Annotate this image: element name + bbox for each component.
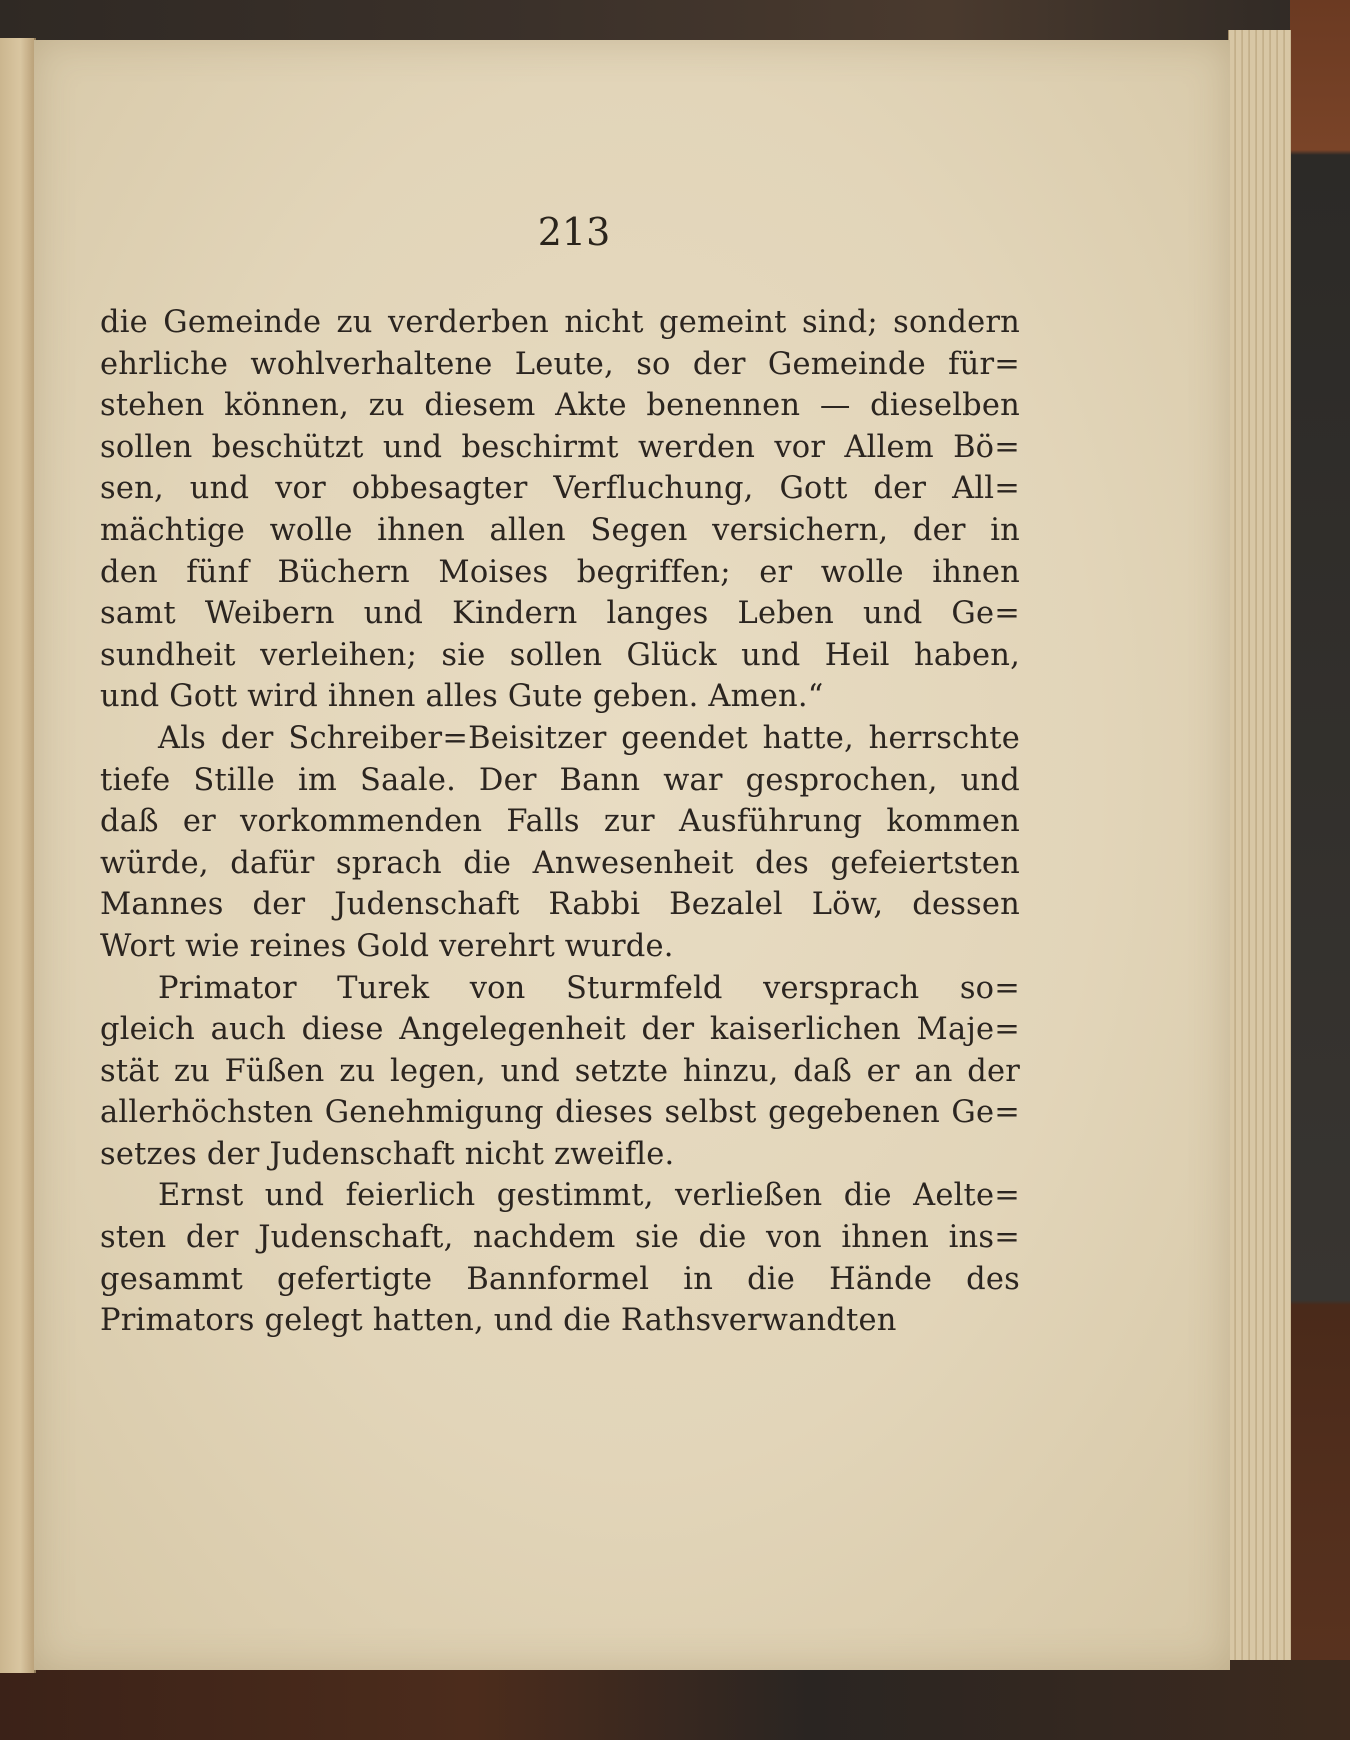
text-line: stehen können, zu diesem Akte benennen — dieselben [100, 388, 1020, 424]
body-text [100, 302, 1020, 1342]
text-line: ehrliche wohlverhaltene Leute, so der Gemeinde für= [100, 346, 1020, 382]
text-line: Ernst und feierlich gestimmt, verließen die Aelte= [158, 1178, 1020, 1214]
text-line: gleich auch diese Angelegenheit der kaiserlichen Maje= [100, 1012, 1020, 1048]
book-page [34, 40, 1230, 1670]
text-line: Wort wie reines Gold verehrt wurde. [100, 928, 674, 964]
book-cover-right-edge [1290, 0, 1350, 1740]
text-line: daß er vorkommenden Falls zur Ausführung kommen [100, 804, 1020, 840]
book-cover-bottom-edge [0, 1660, 1350, 1740]
text-line: Primator Turek von Sturmfeld versprach so= [158, 970, 1020, 1006]
text-line: sen, und vor obbesagter Verfluchung, Gott der All= [100, 471, 1020, 507]
text-line: sollen beschützt und beschirmt werden vor Allem Bö= [100, 429, 1020, 465]
text-line: die Gemeinde zu verderben nicht gemeint sind; sondern [100, 305, 1020, 340]
text-line: sundheit verleihen; sie sollen Glück und Heil haben, [100, 637, 1020, 673]
text-line: und Gott wird ihnen alles Gute geben. Amen.“ [100, 679, 824, 715]
text-line: Primators gelegt hatten, und die Rathsverwandten [100, 1303, 897, 1339]
text-line: tiefe Stille im Saale. Der Bann war gesprochen, und [100, 762, 1020, 798]
text-line: allerhöchsten Genehmigung dieses selbst gegebenen Ge= [100, 1095, 1020, 1131]
text-line: sten der Judenschaft, nachdem sie die von ihnen ins= [100, 1220, 1020, 1256]
text-line: den fünf Büchern Moises begriffen; er wolle ihnen [100, 554, 1020, 590]
text-line: gesammt gefertigte Bannformel in die Hände des [100, 1261, 1020, 1297]
text-line: Als der Schreiber=Beisitzer geendet hatte, herrschte [158, 720, 1020, 756]
text-line: Mannes der Judenschaft Rabbi Bezalel Löw, dessen [100, 887, 1020, 923]
text-line: würde, dafür sprach die Anwesenheit des gefeiertsten [100, 845, 1020, 881]
text-line: mächtige wolle ihnen allen Segen versichern, der in [100, 512, 1020, 548]
page-stack-edge [1228, 30, 1291, 1660]
text-line: stät zu Füßen zu legen, und setzte hinzu, daß er an der [100, 1053, 1020, 1089]
page-number: 213 [537, 210, 611, 254]
text-line: setzes der Judenschaft nicht zweifle. [100, 1136, 675, 1172]
facing-page-edge [0, 38, 36, 1673]
text-line: samt Weibern und Kindern langes Leben und Ge= [100, 596, 1020, 632]
